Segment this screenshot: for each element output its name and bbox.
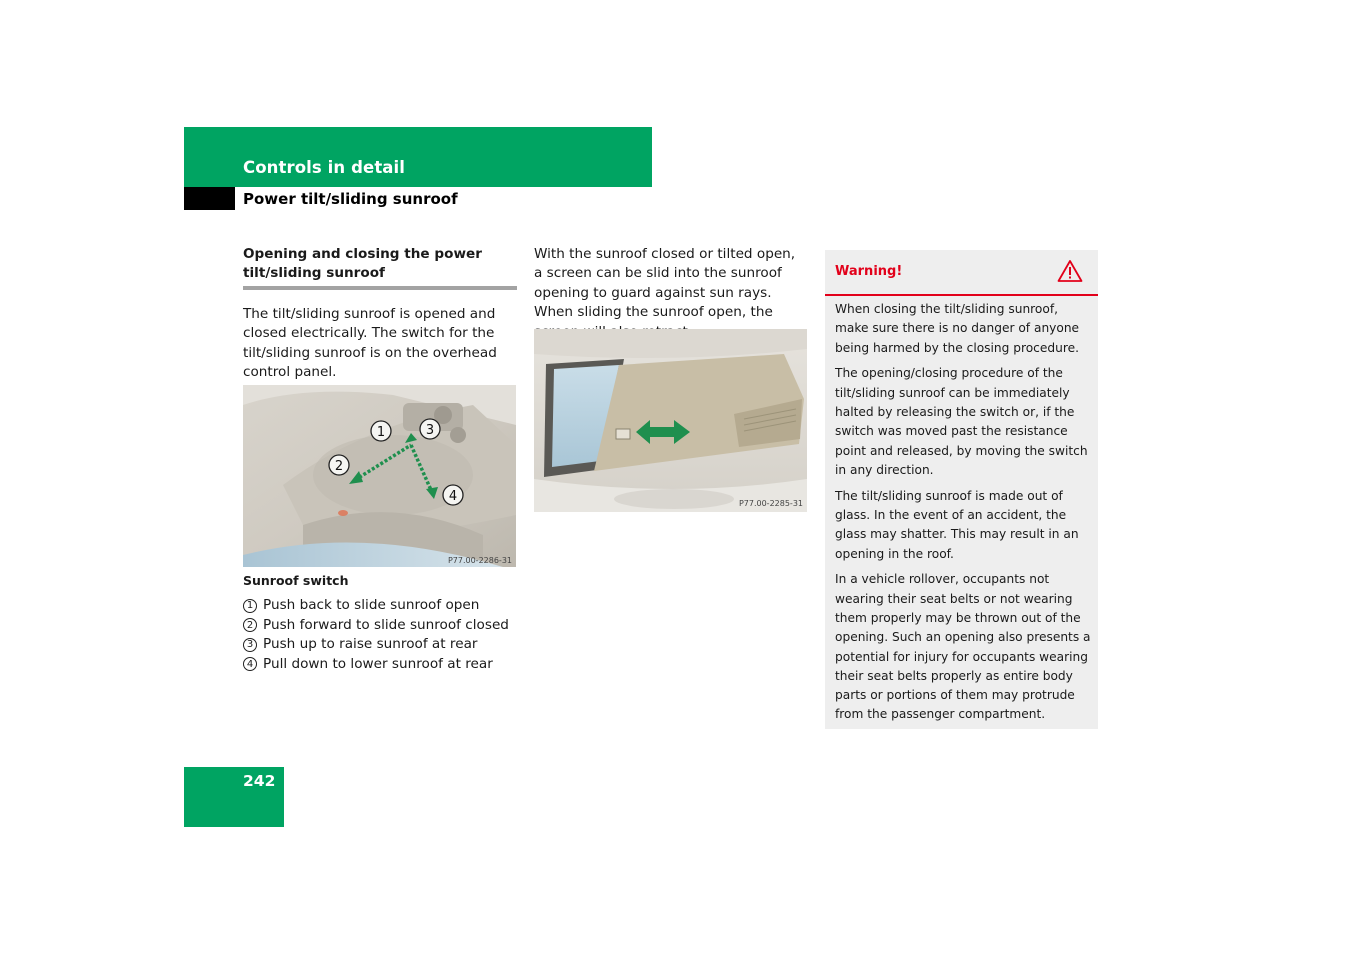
section-header-band bbox=[184, 127, 652, 187]
subsection-marker bbox=[184, 187, 235, 210]
svg-text:2: 2 bbox=[334, 459, 344, 474]
warning-triangle-icon bbox=[1057, 259, 1083, 283]
heading-rule bbox=[243, 286, 517, 290]
subsection-title: Power tilt/sliding sunroof bbox=[243, 190, 458, 208]
warning-divider bbox=[825, 294, 1098, 296]
figure-code: P77.00-2285-31 bbox=[738, 499, 803, 508]
svg-text:4: 4 bbox=[448, 489, 458, 504]
step-number: 4 bbox=[243, 657, 257, 671]
step-text: Push forward to slide sunroof closed bbox=[263, 616, 509, 633]
warning-title: Warning! bbox=[835, 264, 903, 279]
step-list bbox=[243, 596, 533, 674]
screen-paragraph: With the sunroof closed or tilted open, a screen can be slid into the sunroof opening to guard against sun rays. When sliding the sunroof open, the bbox=[534, 246, 796, 321]
svg-text:1: 1 bbox=[376, 425, 386, 440]
left-column bbox=[243, 245, 517, 383]
list-item bbox=[243, 616, 533, 636]
step-number: 1 bbox=[243, 599, 257, 613]
step-number: 2 bbox=[243, 618, 257, 632]
middle-column bbox=[534, 245, 807, 342]
step-number: 3 bbox=[243, 638, 257, 652]
sunroof-screen-figure bbox=[534, 329, 807, 512]
page-number: 242 bbox=[243, 772, 276, 790]
warning-box bbox=[825, 250, 1098, 729]
list-item bbox=[243, 596, 533, 616]
warning-body bbox=[835, 300, 1093, 731]
figure-caption: Sunroof switch bbox=[243, 573, 349, 588]
intro-paragraph: The tilt/sliding sunroof is opened and closed electrically. The switch for the tilt/sliding sunroof is on the overhead control panel. bbox=[243, 306, 497, 381]
figure-code: P77.00-2286-31 bbox=[447, 556, 512, 565]
warning-paragraph: In a vehicle rollover, occupants not wearing their seat belts or not wearing them properly may be thrown out of the opening. Such an opening also presents a potential for injury for occupants wearing their seat belts properly as entire body parts or portions of them may protrude from the passenger compartment. bbox=[835, 572, 1091, 722]
step-text: Push up to raise sunroof at rear bbox=[263, 636, 478, 652]
warning-paragraph: When closing the tilt/sliding sunroof, make sure there is no danger of anyone being harmed by the closing procedure. bbox=[835, 302, 1080, 355]
section-title: Controls in detail bbox=[243, 158, 406, 177]
list-item bbox=[243, 635, 533, 655]
sunroof-switch-figure bbox=[243, 385, 516, 567]
section-heading: Opening and closing the power tilt/sliding sunroof bbox=[243, 246, 482, 281]
step-text: Pull down to lower sunroof at rear bbox=[263, 655, 493, 672]
list-item bbox=[243, 655, 533, 675]
warning-paragraph: The opening/closing procedure of the tilt/sliding sunroof can be immediately halted by releasing the switch or, if the switch was moved past the resistance point and released, by moving the switch in any direction. bbox=[835, 366, 1088, 477]
svg-text:3: 3 bbox=[425, 423, 435, 438]
step-text: Push back to slide sunroof open bbox=[263, 597, 480, 613]
warning-paragraph: The tilt/sliding sunroof is made out of glass. In the event of an accident, the glass may shatter. This may result in an opening in the roof. bbox=[835, 488, 1079, 561]
